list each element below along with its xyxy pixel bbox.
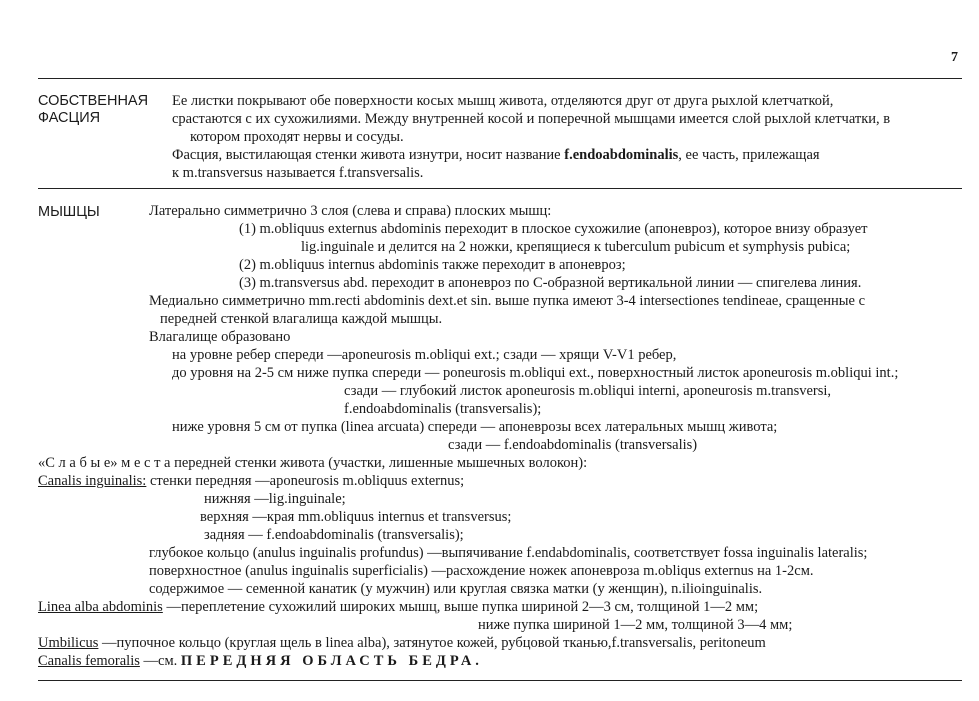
muscles-text-line: передней стенкой влагалища каждой мышцы. (160, 311, 443, 327)
fascia-text-line: котором проходят нервы и сосуды. (190, 129, 404, 145)
fascia-text-line: срастаются с их сухожилиями. Между внутренней косой и поперечной мышцами имеется слой рыхлой клетчатки, в (172, 111, 891, 127)
fascia-heading-line2: ФАСЦИЯ (38, 110, 101, 126)
canal-line: нижняя —lig.inguinale; (204, 491, 346, 507)
canal-line: верхняя —края mm.obliquus internus et transversus; (200, 509, 512, 525)
muscles-text-line: Латерально симметрично 3 слоя (слева и справа) плоских мышц: (149, 203, 552, 219)
weak-spots-line (38, 455, 587, 472)
weak-spots-title: «С л а б ы е» м е с т а (38, 455, 171, 471)
muscles-text-line: (3) m.transversus abd. переходит в апоневроз по С-образной вертикальной линии — спигелева линия. (239, 275, 862, 291)
page-number: 7 (951, 50, 958, 65)
muscles-text-line: Влагалище образовано (149, 329, 291, 345)
canal-line: поверхностное (anulus inguinalis superficialis) —расхождение ножек апоневроза m.obliqus externus на 1-2см. (149, 563, 814, 579)
muscles-text-line: сзади — f.endoabdominalis (transversalis) (448, 437, 698, 453)
fascia-heading-line1: СОБСТВЕННАЯ (38, 93, 149, 109)
umbilicus-text: —пупочное кольцо (круглая щель в linea alba), затянутое кожей, рубцовой тканью,f.transversalis, peritoneum (98, 635, 766, 651)
linea-alba-line: ниже пупка шириной 1—2 мм, толщиной 3—4 мм; (478, 617, 793, 633)
weak-spots-text: передней стенки живота (участки, лишенные мышечных волокон): (170, 455, 588, 471)
linea-alba-text: —переплетение сухожилий широких мышц, выше пупка шириной 2—3 см, толщиной 1—2 мм; (162, 599, 759, 615)
canal-text: стенки передняя —aponeurosis m.obliquus externus; (146, 473, 465, 489)
umbilicus-line (38, 635, 766, 652)
muscles-text-line: ниже уровня 5 см от пупка (linea arcuata) спереди — апоневрозы всех латеральных мышц живота; (172, 419, 778, 435)
muscles-heading: МЫШЦЫ (38, 204, 100, 220)
canalis-femoralis-label: Canalis femoralis (38, 653, 140, 669)
canalis-femoralis-text: —см. (139, 653, 181, 669)
cross-reference: ПЕРЕДНЯЯ ОБЛАСТЬ БЕДРА. (180, 653, 483, 669)
muscles-text-line: до уровня на 2-5 см ниже пупка спереди — poneurosis m.obliqui ext., поверхностный листок aponeurosis m.obliqui int.; (172, 365, 899, 381)
muscles-text-line: lig.inguinale и делится на 2 ножки, крепящиеся к tuberculum pubicum et symphysis pubica; (301, 239, 851, 255)
fascia-term: f.endoabdominalis (564, 147, 679, 163)
muscles-text-line: f.endoabdominalis (transversalis); (344, 401, 542, 417)
top-divider (38, 78, 962, 79)
fascia-text-line: к m.transversus называется f.transversalis. (172, 165, 424, 181)
section-divider (38, 188, 962, 189)
fascia-text: , ее часть, прилежащая (678, 147, 820, 163)
muscles-text-line: (2) m.obliquus internus abdominis также переходит в апоневроз; (239, 257, 626, 273)
fascia-text: Фасция, выстилающая стенки живота изнутри, носит название (172, 147, 565, 163)
canal-line (38, 473, 464, 490)
canal-line: содержимое — семенной канатик (у мужчин) или круглая связка матки (у женщин), n.ilioinguinalis. (149, 581, 763, 597)
canal-line: глубокое кольцо (anulus inguinalis profundus) —выпячивание f.endabdominalis, соответствует fossa inguinalis lateralis; (149, 545, 868, 561)
linea-alba-label: Linea alba abdominis (38, 599, 163, 615)
canalis-femoralis-line (38, 653, 483, 670)
canalis-inguinalis-label: Canalis inguinalis: (38, 473, 147, 489)
bottom-divider (38, 680, 962, 681)
umbilicus-label: Umbilicus (38, 635, 99, 651)
fascia-text-line (172, 147, 820, 164)
fascia-text-line: Ее листки покрывают обе поверхности косых мышц живота, отделяются друг от друга рыхлой клетчаткой, (172, 93, 834, 109)
muscles-text-line: на уровне ребер спереди —aponeurosis m.obliqui ext.; сзади — хрящи V-V1 ребер, (172, 347, 677, 363)
muscles-text-line: Медиально симметрично mm.recti abdominis dext.et sin. выше пупка имеют 3-4 intersectiones tendineae, сращенные с (149, 293, 866, 309)
muscles-text-line: (1) m.obliquus externus abdominis переходит в плоское сухожилие (апоневроз), которое внизу образует (239, 221, 868, 237)
canal-line: задняя — f.endoabdominalis (transversalis); (204, 527, 464, 543)
linea-alba-line (38, 599, 758, 616)
muscles-text-line: сзади — глубокий листок aponeurosis m.obliqui interni, aponeurosis m.transversi, (344, 383, 832, 399)
